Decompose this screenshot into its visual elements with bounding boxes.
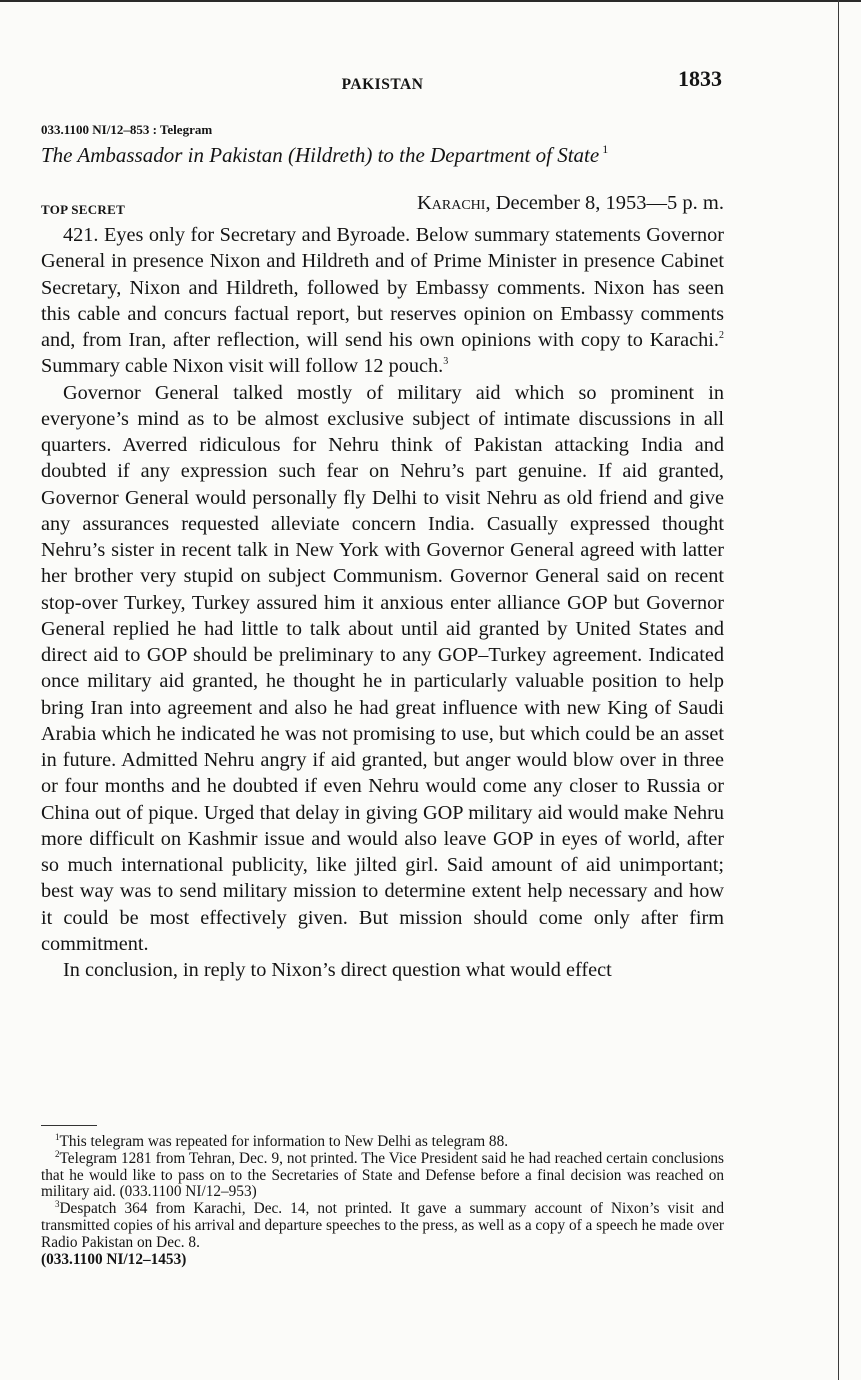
footnote-ref-3: 3 (443, 356, 449, 368)
classification-line (41, 192, 724, 220)
footnote-3-file-reference: (033.1100 NI/12–1453) (41, 1250, 187, 1268)
footnote-2 (41, 1148, 724, 1201)
footnote-3-text: Despatch 364 from Karachi, Dec. 14, not printed. It gave a summary account of Nixon’s visit and transmitted copies of his arrival and departure speeches to the press, as well as a copy of a speech he made over Radio Pakistan on Dec. 8. (41, 1200, 725, 1251)
document-title-text: The Ambassador in Pakistan (Hildreth) to the Department of State (41, 143, 600, 167)
body-paragraph-2: Governor General talked mostly of military aid which so prominent in everyone’s mind as to be almost exclusive subject of intimate discussions in all quarters. Averred ridiculous for Nehru think of Pakistan attacking India and doubted if any expression such fear on Nehru’s part genuine. If aid granted, Governor General would personally fly Delhi to visit Nehru as old friend and give any assurances requested alleviate concern India. Casually expressed thought Nehru’s sister in recent talk in New York with Governor General agreed with latter her brother very stupid on subject Communism. Governor General said on recent stop-over Turkey, Turkey assured him it anxious enter alliance GOP but Governor General replied he had little to talk about until aid granted by United States and direct aid to GOP should be preliminary to any GOP–Turkey agreement. Indicated once military aid granted, he thought he in particularly valuable position to help bring Iran into agreement and also he had great influence with new King of Saudi Arabia which he indicated he was not promising to use, but which could be an asset in future. Admitted Nehru angry if aid granted, but anger would blow over in three or four months and he doubted if even Nehru would come any closer to Russia or China out of pique. Urged that delay in giving GOP military aid would make Nehru more difficult on Kashmir issue and would also leave GOP in eyes of world, after so much international publicity, like jilted girl. Said amount of aid unimportant; best way was to send military mission to determine extent help necessary and how it could be most effectively given. But mission should come only after firm commitment. (41, 381, 724, 955)
document-reference: 033.1100 NI/12–853 : Telegram (41, 122, 213, 137)
footnotes (41, 1134, 724, 1268)
footnote-3-mark: 3 (55, 1199, 60, 1210)
body-paragraph-1 (41, 222, 724, 380)
page-top-edge (0, 0, 861, 2)
page-number: 1833 (678, 66, 722, 91)
footnote-1 (41, 1134, 724, 1151)
paragraph-1-text: 421. Eyes only for Secretary and Byroade. Below summary statements Governor General in presence Nixon and Hildreth and of Prime Minister in presence Cabinet Secretary, Nixon and Hildreth, followed by Embassy comments. Nixon has seen this cable and concurs factual report, but reserves opinion on Embassy comments and, from Iran, after reflection, will send his own opinions with copy to Karachi. (41, 224, 724, 351)
paragraph-1-tail: Summary cable Nixon visit will follow 12 pouch. (41, 355, 444, 378)
footnote-ref-1: 1 (602, 142, 609, 156)
footnote-rule (41, 1125, 97, 1126)
body-paragraph-3: In conclusion, in reply to Nixon’s direct question what would effect (63, 959, 612, 981)
running-head (41, 66, 724, 98)
classification-marking: TOP SECRET (41, 202, 126, 217)
dateline-place: Karachi, (416, 192, 491, 214)
footnote-1-text: This telegram was repeated for information to New Delhi as telegram 88. (59, 1133, 509, 1150)
footnote-2-mark: 2 (55, 1148, 60, 1159)
document-title (41, 142, 608, 168)
footnote-3 (41, 1201, 724, 1268)
dateline (417, 192, 724, 215)
telegram-body (41, 222, 724, 983)
footnote-1-mark: 1 (55, 1132, 60, 1142)
footnote-2-text: Telegram 1281 from Tehran, Dec. 9, not printed. The Vice President said he had reached certain conclusions that he would like to pass on to the Secretaries of State and Defense before a final decision was reached on military aid. (033.1100 NI/12–953) (41, 1149, 724, 1201)
footnote-ref-2: 2 (719, 330, 724, 341)
page-right-edge (838, 0, 840, 1380)
running-title: PAKISTAN (341, 76, 424, 93)
dateline-date: December 8, 1953—5 p. m. (495, 192, 724, 214)
